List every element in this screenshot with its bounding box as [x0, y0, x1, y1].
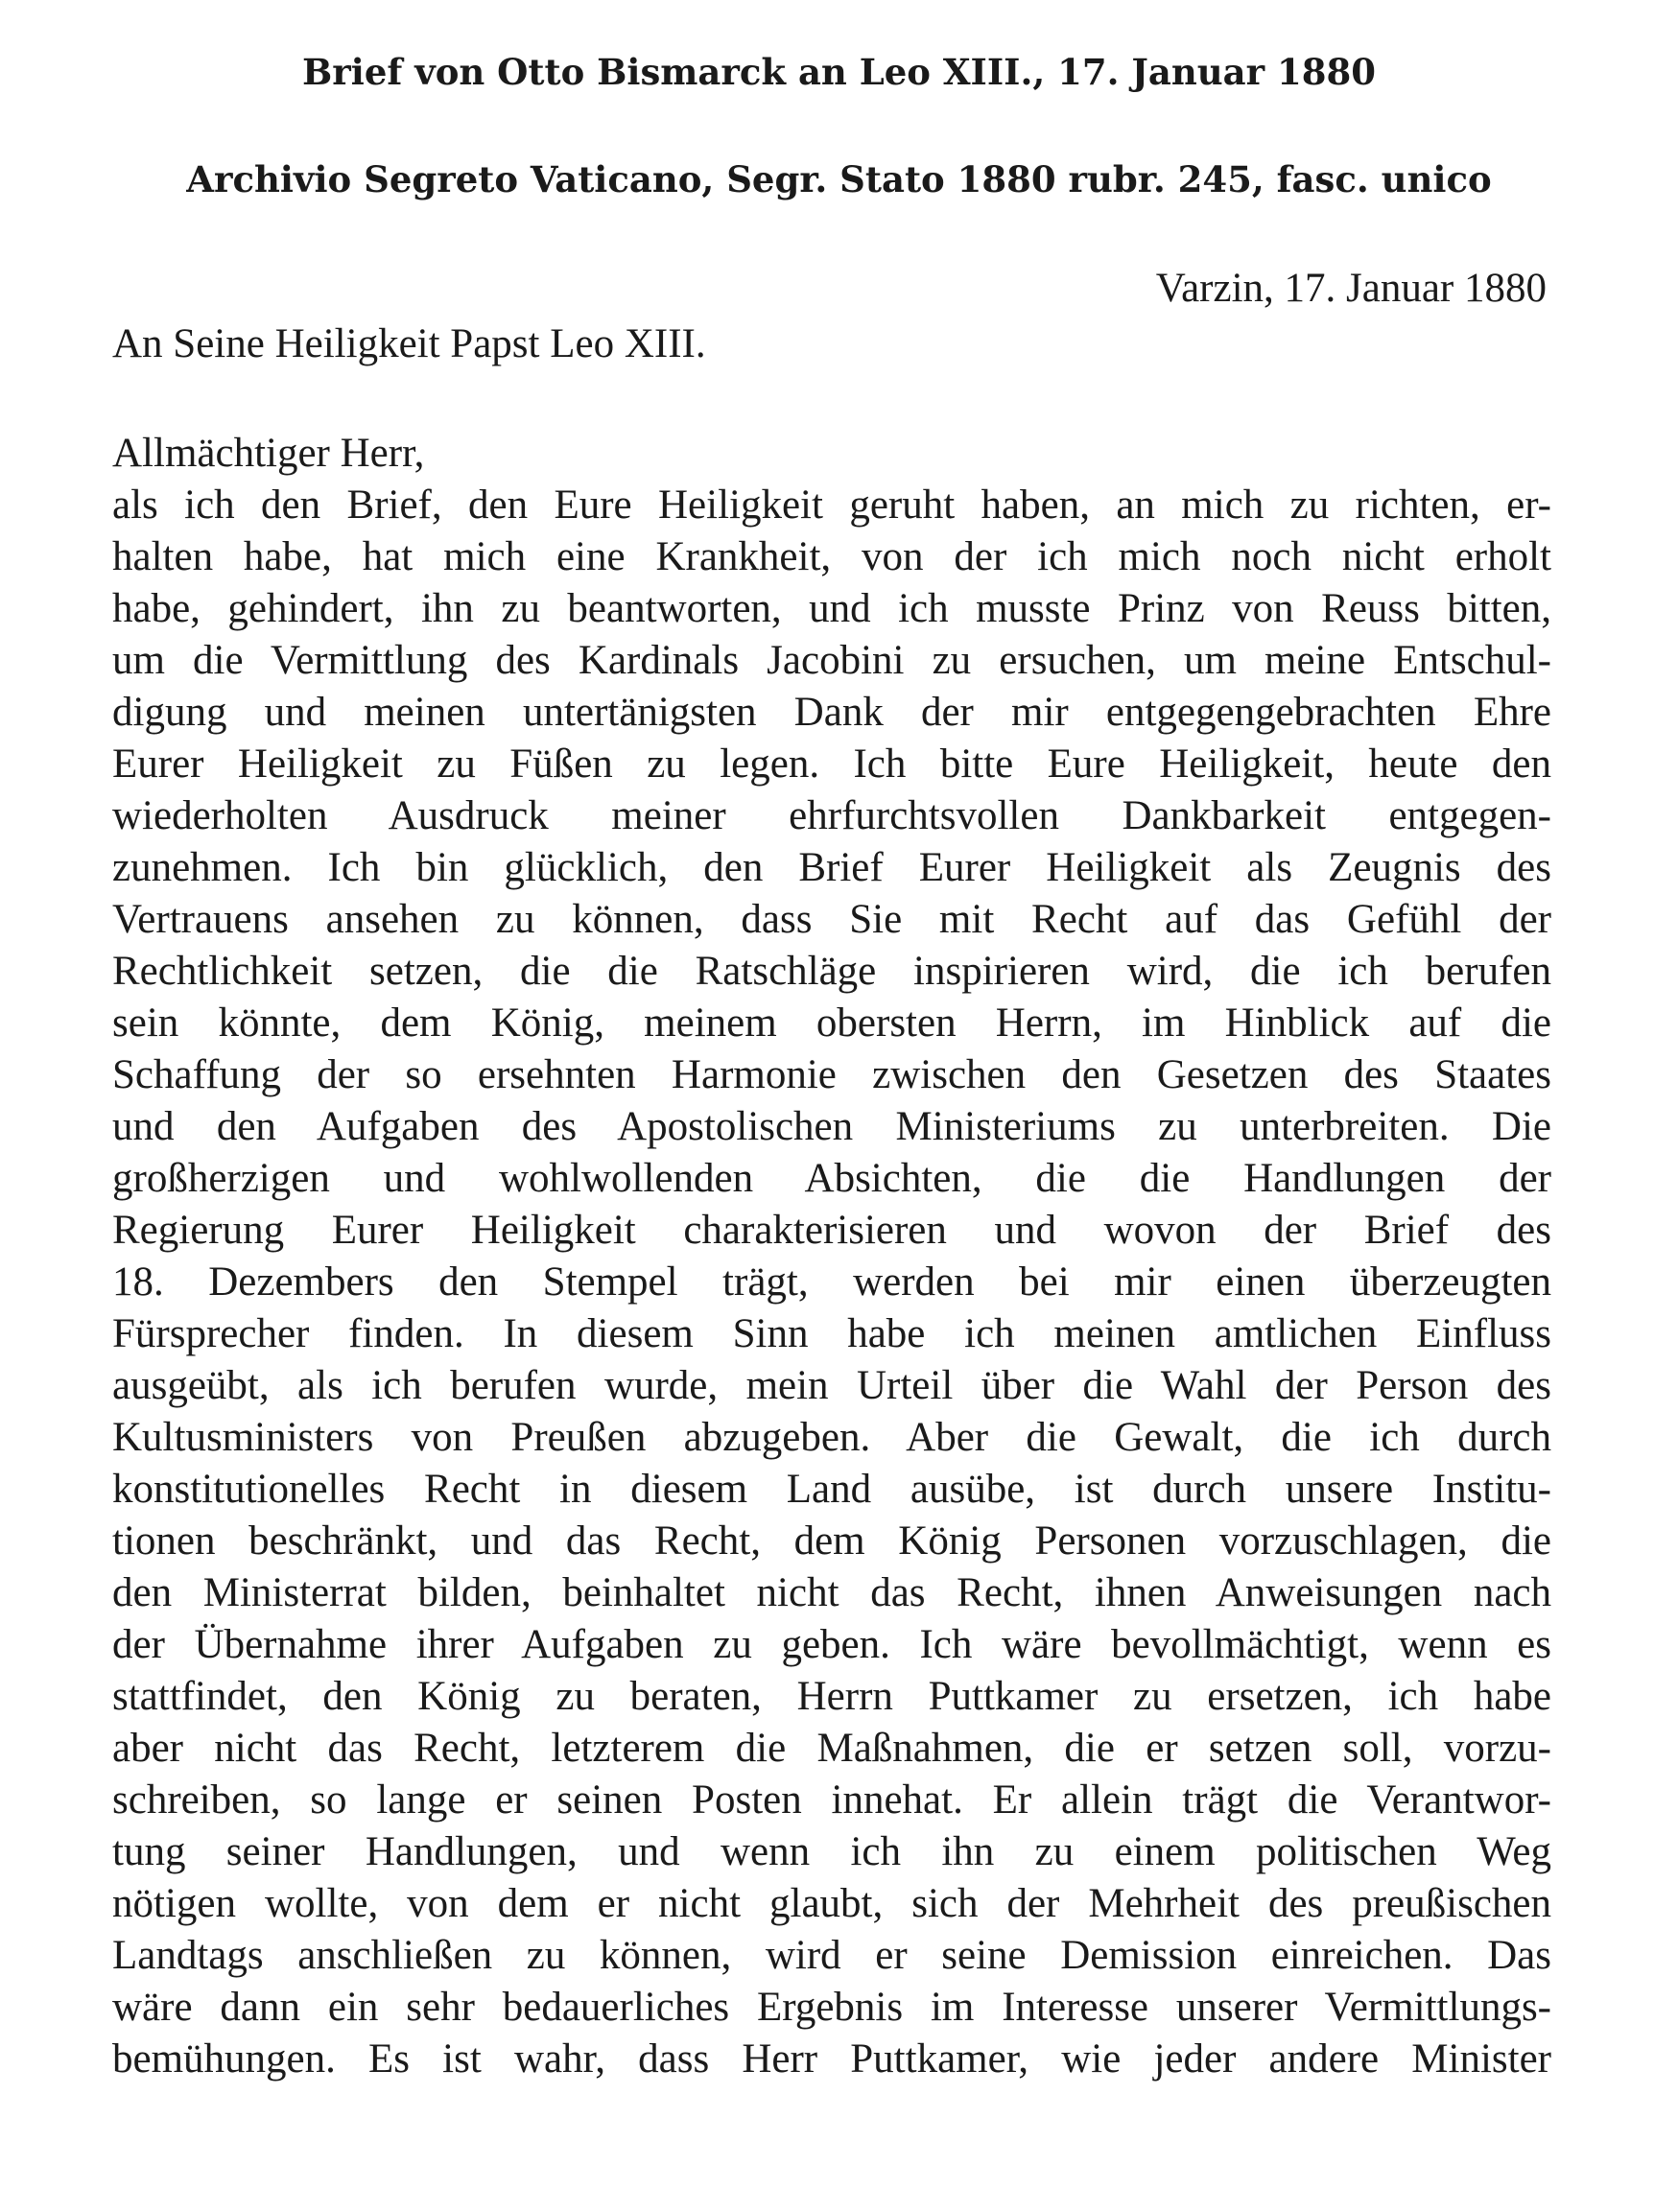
- body-line: wiederholten Ausdruck meiner ehrfurchtsvollen Dankbarkeit entgegen-: [112, 793, 1551, 838]
- salutation: Allmächtiger Herr,: [112, 431, 425, 476]
- body-line: Eurer Heiligkeit zu Füßen zu legen. Ich bitte Eure Heiligkeit, heute den: [112, 741, 1551, 787]
- body-line: Schaffung der so ersehnten Harmonie zwischen den Gesetzen des Staates: [112, 1052, 1551, 1097]
- body-line: Vertrauens ansehen zu können, dass Sie mit Recht auf das Gefühl der: [112, 897, 1551, 942]
- body-line: stattfindet, den König zu beraten, Herrn Puttkamer zu ersetzen, ich habe: [112, 1674, 1551, 1719]
- body-line: habe, gehindert, ihn zu beantworten, und ich musste Prinz von Reuss bitten,: [112, 586, 1551, 631]
- body-line: schreiben, so lange er seinen Posten innehat. Er allein trägt die Verantwor-: [112, 1777, 1551, 1823]
- body-line: halten habe, hat mich eine Krankheit, von der ich mich noch nicht erholt: [112, 534, 1551, 579]
- body-line: Rechtlichkeit setzen, die die Ratschläge inspirieren wird, die ich berufen: [112, 949, 1551, 994]
- body-line: nötigen wollte, von dem er nicht glaubt, sich der Mehrheit des preußischen: [112, 1881, 1551, 1926]
- archive-source: Archivio Segreto Vaticano, Segr. Stato 1880 rubr. 245, fasc. unico: [186, 158, 1492, 200]
- letter-body: [112, 428, 1551, 2085]
- body-line: Fürsprecher finden. In diesem Sinn habe ich meinen amtlichen Einfluss: [112, 1311, 1551, 1356]
- document-title: Brief von Otto Bismarck an Leo XIII., 17. Januar 1880: [302, 51, 1376, 93]
- body-line: aber nicht das Recht, letzterem die Maßnahmen, die er setzen soll, vorzu-: [112, 1726, 1551, 1771]
- body-line: der Übernahme ihrer Aufgaben zu geben. Ich wäre bevollmächtigt, wenn es: [112, 1622, 1551, 1667]
- body-line: bemühungen. Es ist wahr, dass Herr Puttkamer, wie jeder andere Minister: [112, 2036, 1551, 2082]
- body-line: ausgeübt, als ich berufen wurde, mein Urteil über die Wahl der Person des: [112, 1363, 1551, 1408]
- body-line: großherzigen und wohlwollenden Absichten, die die Handlungen der: [112, 1156, 1551, 1201]
- body-line: um die Vermittlung des Kardinals Jacobini zu ersuchen, um meine Entschul-: [112, 638, 1551, 683]
- body-line: 18. Dezembers den Stempel trägt, werden bei mir einen überzeugten: [112, 1259, 1551, 1305]
- body-line: als ich den Brief, den Eure Heiligkeit geruht haben, an mich zu richten, er-: [112, 482, 1551, 528]
- body-line: den Ministerrat bilden, beinhaltet nicht das Recht, ihnen Anweisungen nach: [112, 1570, 1551, 1615]
- body-line: tionen beschränkt, und das Recht, dem König Personen vorzuschlagen, die: [112, 1518, 1551, 1564]
- body-line: tung seiner Handlungen, und wenn ich ihn zu einem politischen Weg: [112, 1829, 1551, 1874]
- addressee: An Seine Heiligkeit Papst Leo XIII.: [112, 321, 706, 366]
- body-line: sein könnte, dem König, meinem obersten Herrn, im Hinblick auf die: [112, 1000, 1551, 1046]
- body-line: Landtags anschließen zu können, wird er seine Demission einreichen. Das: [112, 1933, 1551, 1978]
- place-date: Varzin, 17. Januar 1880: [1155, 266, 1547, 311]
- body-line: wäre dann ein sehr bedauerliches Ergebnis im Interesse unserer Vermittlungs-: [112, 1985, 1551, 2030]
- body-line: Kultusministers von Preußen abzugeben. Aber die Gewalt, die ich durch: [112, 1415, 1551, 1460]
- body-line: Regierung Eurer Heiligkeit charakterisieren und wovon der Brief des: [112, 1208, 1551, 1253]
- body-line: digung und meinen untertänigsten Dank der mir entgegengebrachten Ehre: [112, 690, 1551, 735]
- body-line: zunehmen. Ich bin glücklich, den Brief Eurer Heiligkeit als Zeugnis des: [112, 845, 1551, 890]
- body-line: konstitutionelles Recht in diesem Land ausübe, ist durch unsere Institu-: [112, 1467, 1551, 1512]
- body-line: und den Aufgaben des Apostolischen Ministeriums zu unterbreiten. Die: [112, 1104, 1551, 1149]
